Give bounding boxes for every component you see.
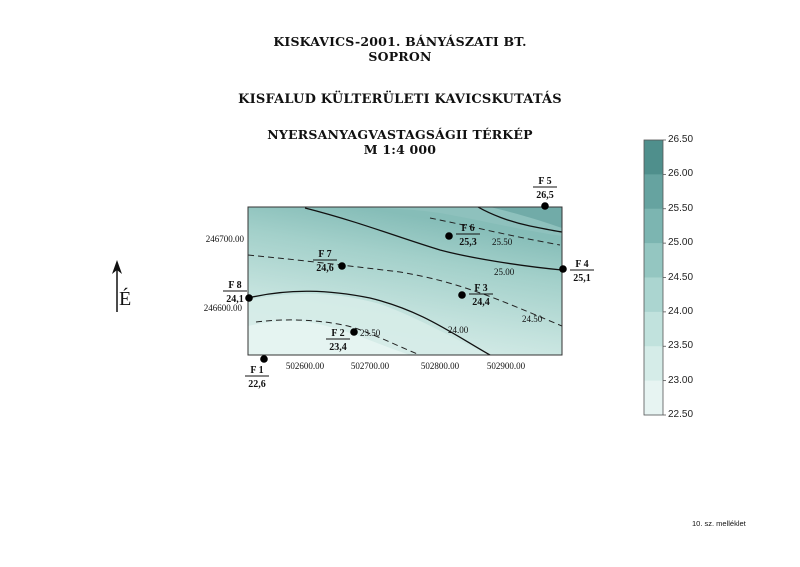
project-title: KISFALUD KÜLTERÜLETI KAVICSKUTATÁS bbox=[238, 92, 562, 107]
y-tick-label: 246700.00 bbox=[205, 234, 244, 244]
contour-label: 24.50 bbox=[522, 314, 543, 324]
x-tick-label: 502600.00 bbox=[285, 361, 325, 371]
borehole-marker bbox=[338, 262, 346, 270]
borehole-value: 25,3 bbox=[459, 237, 477, 248]
y-tick-label: 246600.00 bbox=[203, 303, 242, 313]
appendix-note: 10. sz. melléklet bbox=[692, 519, 746, 528]
legend-value-label: 26.00 bbox=[668, 168, 694, 180]
legend-color-band bbox=[644, 381, 663, 416]
borehole-name: F 8 bbox=[228, 280, 242, 291]
borehole-marker bbox=[458, 291, 466, 299]
borehole-marker bbox=[245, 294, 253, 302]
borehole-value: 26,5 bbox=[536, 190, 554, 201]
legend-color-band bbox=[644, 243, 663, 278]
borehole-value: 23,4 bbox=[329, 342, 347, 353]
contour-label: 25.00 bbox=[494, 267, 515, 277]
contour-label: 24.00 bbox=[448, 325, 469, 335]
borehole-marker bbox=[260, 355, 268, 363]
x-tick-label: 502700.00 bbox=[350, 361, 390, 371]
city-title: SOPRON bbox=[368, 49, 432, 64]
x-tick-label: 502800.00 bbox=[420, 361, 460, 371]
x-tick-labels bbox=[286, 361, 526, 371]
legend-color-band bbox=[644, 278, 663, 313]
legend-value-label: 23.00 bbox=[668, 374, 694, 386]
borehole-f4 bbox=[559, 259, 594, 284]
legend-color-band bbox=[644, 140, 663, 175]
borehole-name: F 4 bbox=[575, 259, 589, 270]
borehole-name: F 5 bbox=[538, 176, 552, 187]
contour-label: 25.50 bbox=[492, 237, 513, 247]
borehole-marker bbox=[559, 265, 567, 273]
borehole-name: F 1 bbox=[250, 365, 264, 376]
legend-color-band bbox=[644, 174, 663, 209]
borehole-name: F 7 bbox=[318, 249, 332, 260]
borehole-value: 24,1 bbox=[226, 294, 244, 305]
x-tick-label: 502900.00 bbox=[486, 361, 526, 371]
legend-value-label: 22.50 bbox=[668, 409, 694, 420]
legend-color-band bbox=[644, 346, 663, 381]
map-scale: M 1:4 000 bbox=[363, 142, 437, 157]
legend-value-label: 25.00 bbox=[668, 237, 694, 249]
legend-value-label: 26.50 bbox=[668, 134, 694, 145]
legend-value-label: 23.50 bbox=[668, 340, 694, 352]
borehole-value: 22,6 bbox=[248, 379, 266, 390]
borehole-value: 25,1 bbox=[573, 273, 591, 284]
borehole-marker bbox=[541, 202, 549, 210]
borehole-f5 bbox=[533, 176, 557, 210]
map-title: NYERSANYAGVASTAGSÁGII TÉRKÉP bbox=[267, 127, 533, 142]
borehole-marker bbox=[350, 328, 358, 336]
legend-color-band bbox=[644, 209, 663, 244]
contour-label: 23.50 bbox=[360, 328, 381, 338]
legend-value-label: 24.50 bbox=[668, 271, 694, 283]
borehole-name: F 3 bbox=[474, 283, 488, 294]
borehole-value: 24,4 bbox=[472, 297, 490, 308]
color-scale-legend bbox=[644, 140, 666, 416]
borehole-f1 bbox=[245, 355, 269, 390]
legend-value-label: 25.50 bbox=[668, 202, 694, 214]
borehole-marker bbox=[445, 232, 453, 240]
legend-color-band bbox=[644, 312, 663, 347]
company-title: KISKAVICS-2001. BÁNYÁSZATI BT. bbox=[273, 34, 527, 49]
legend-value-label: 24.00 bbox=[668, 305, 694, 317]
borehole-value: 24,6 bbox=[316, 263, 334, 274]
borehole-name: F 2 bbox=[331, 328, 345, 339]
north-label: É bbox=[119, 288, 132, 310]
borehole-name: F 6 bbox=[461, 223, 475, 234]
